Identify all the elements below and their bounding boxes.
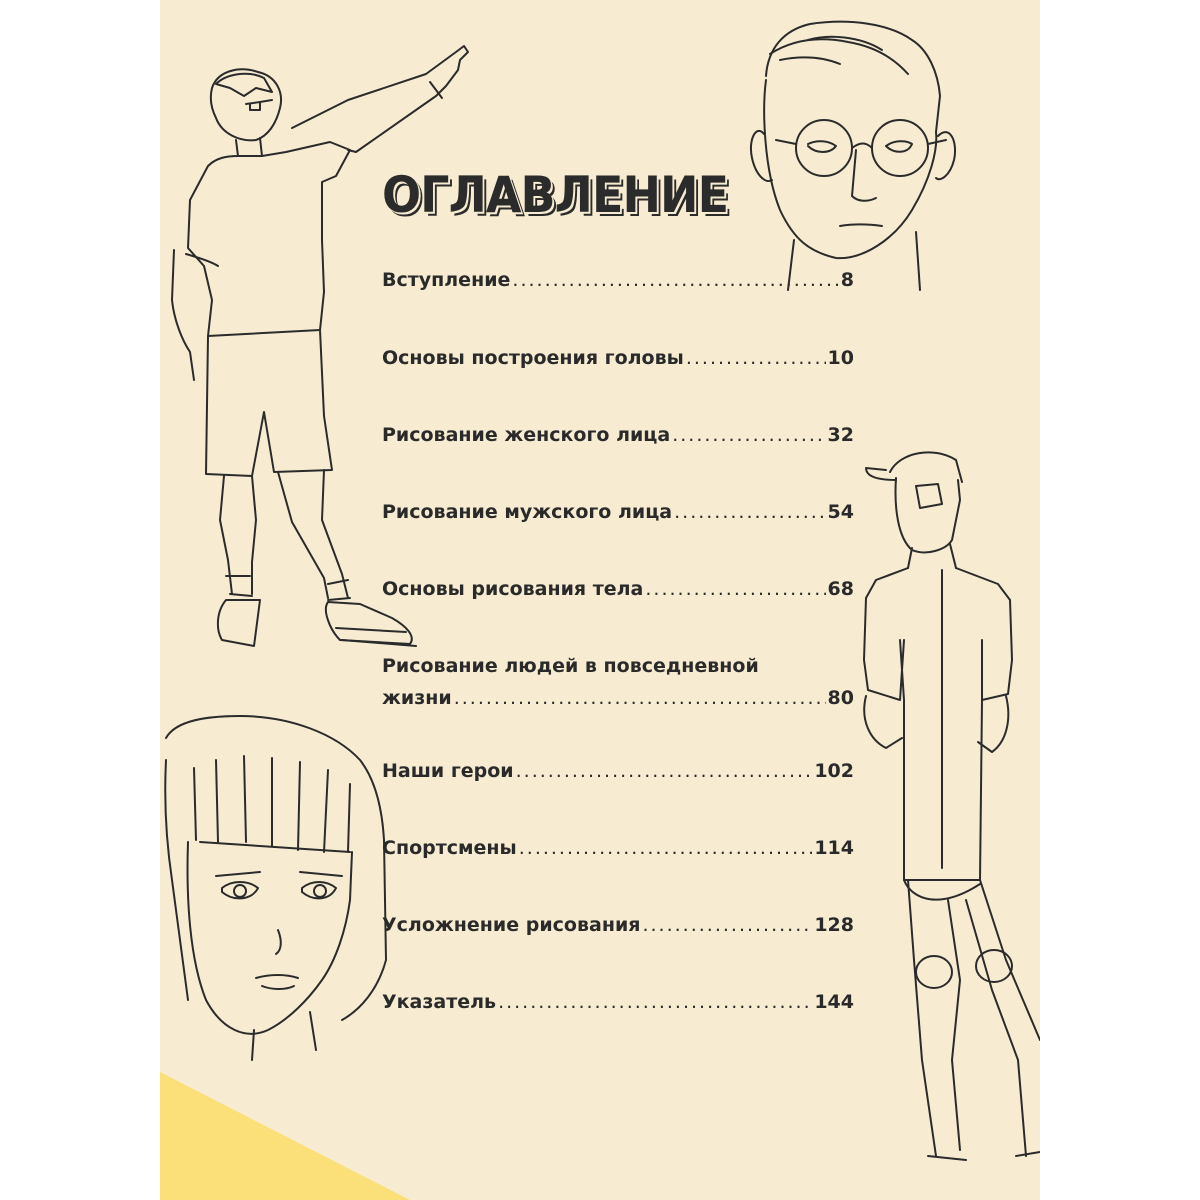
toc-entry-everyday-life[interactable] xyxy=(382,650,854,714)
toc-page-number: 128 xyxy=(814,914,854,936)
dot-leader xyxy=(516,755,813,787)
girl-portrait-illustration xyxy=(165,716,386,1060)
man-cap-illustration xyxy=(864,452,1040,1160)
toc-entry-label: Спортсмены xyxy=(382,837,517,859)
toc-entry-label: Рисование мужского лица xyxy=(382,501,673,523)
toc-entry-index[interactable] xyxy=(382,986,854,1018)
toc-entry-athletes[interactable] xyxy=(382,832,854,864)
toc-entry-label: Указатель xyxy=(382,991,497,1013)
man-glasses-portrait xyxy=(751,22,955,290)
dot-leader xyxy=(454,682,826,714)
toc-page-number: 102 xyxy=(814,760,854,782)
toc-entry-label-line2: жизни xyxy=(382,687,452,709)
toc-page-number: 32 xyxy=(827,424,854,446)
toc-page-number: 144 xyxy=(814,991,854,1013)
toc-entry-advanced-drawing[interactable] xyxy=(382,909,854,941)
toc-page-number: 10 xyxy=(827,347,854,369)
toc-page-number: 54 xyxy=(827,501,854,523)
toc-entry-label: Вступление xyxy=(382,269,511,291)
toc-entry-label: Усложнение рисования xyxy=(382,914,641,936)
dot-leader xyxy=(498,986,812,1018)
toc-entry-label: Рисование женского лица xyxy=(382,424,671,446)
dot-leader xyxy=(642,909,812,941)
book-page xyxy=(160,0,1040,1200)
dot-leader xyxy=(519,832,813,864)
toc-entry-head-basics[interactable] xyxy=(382,342,854,374)
toc-entry-label: Основы рисования тела xyxy=(382,578,644,600)
toc-entry-male-face[interactable] xyxy=(382,496,854,528)
toc-entry-label: Основы построения головы xyxy=(382,347,684,369)
toc-page-number: 114 xyxy=(814,837,854,859)
toc-entry-introduction[interactable] xyxy=(382,264,854,296)
page-title: ОГЛАВЛЕНИЕ xyxy=(382,166,729,224)
dot-leader xyxy=(672,419,825,451)
dot-leader xyxy=(686,342,826,374)
dot-leader xyxy=(674,496,825,528)
toc-entry-our-heroes[interactable] xyxy=(382,755,854,787)
toc-page-number: 68 xyxy=(827,578,854,600)
toc-page-number: 80 xyxy=(827,687,854,709)
toc-entry-label-line1: Рисование людей в повседневной xyxy=(382,655,759,677)
dot-leader xyxy=(645,573,825,605)
dot-leader xyxy=(512,264,838,296)
toc-entry-label: Наши герои xyxy=(382,760,514,782)
toc-entry-body-basics[interactable] xyxy=(382,573,854,605)
toc-page-number: 8 xyxy=(840,269,854,291)
toc-entry-female-face[interactable] xyxy=(382,419,854,451)
